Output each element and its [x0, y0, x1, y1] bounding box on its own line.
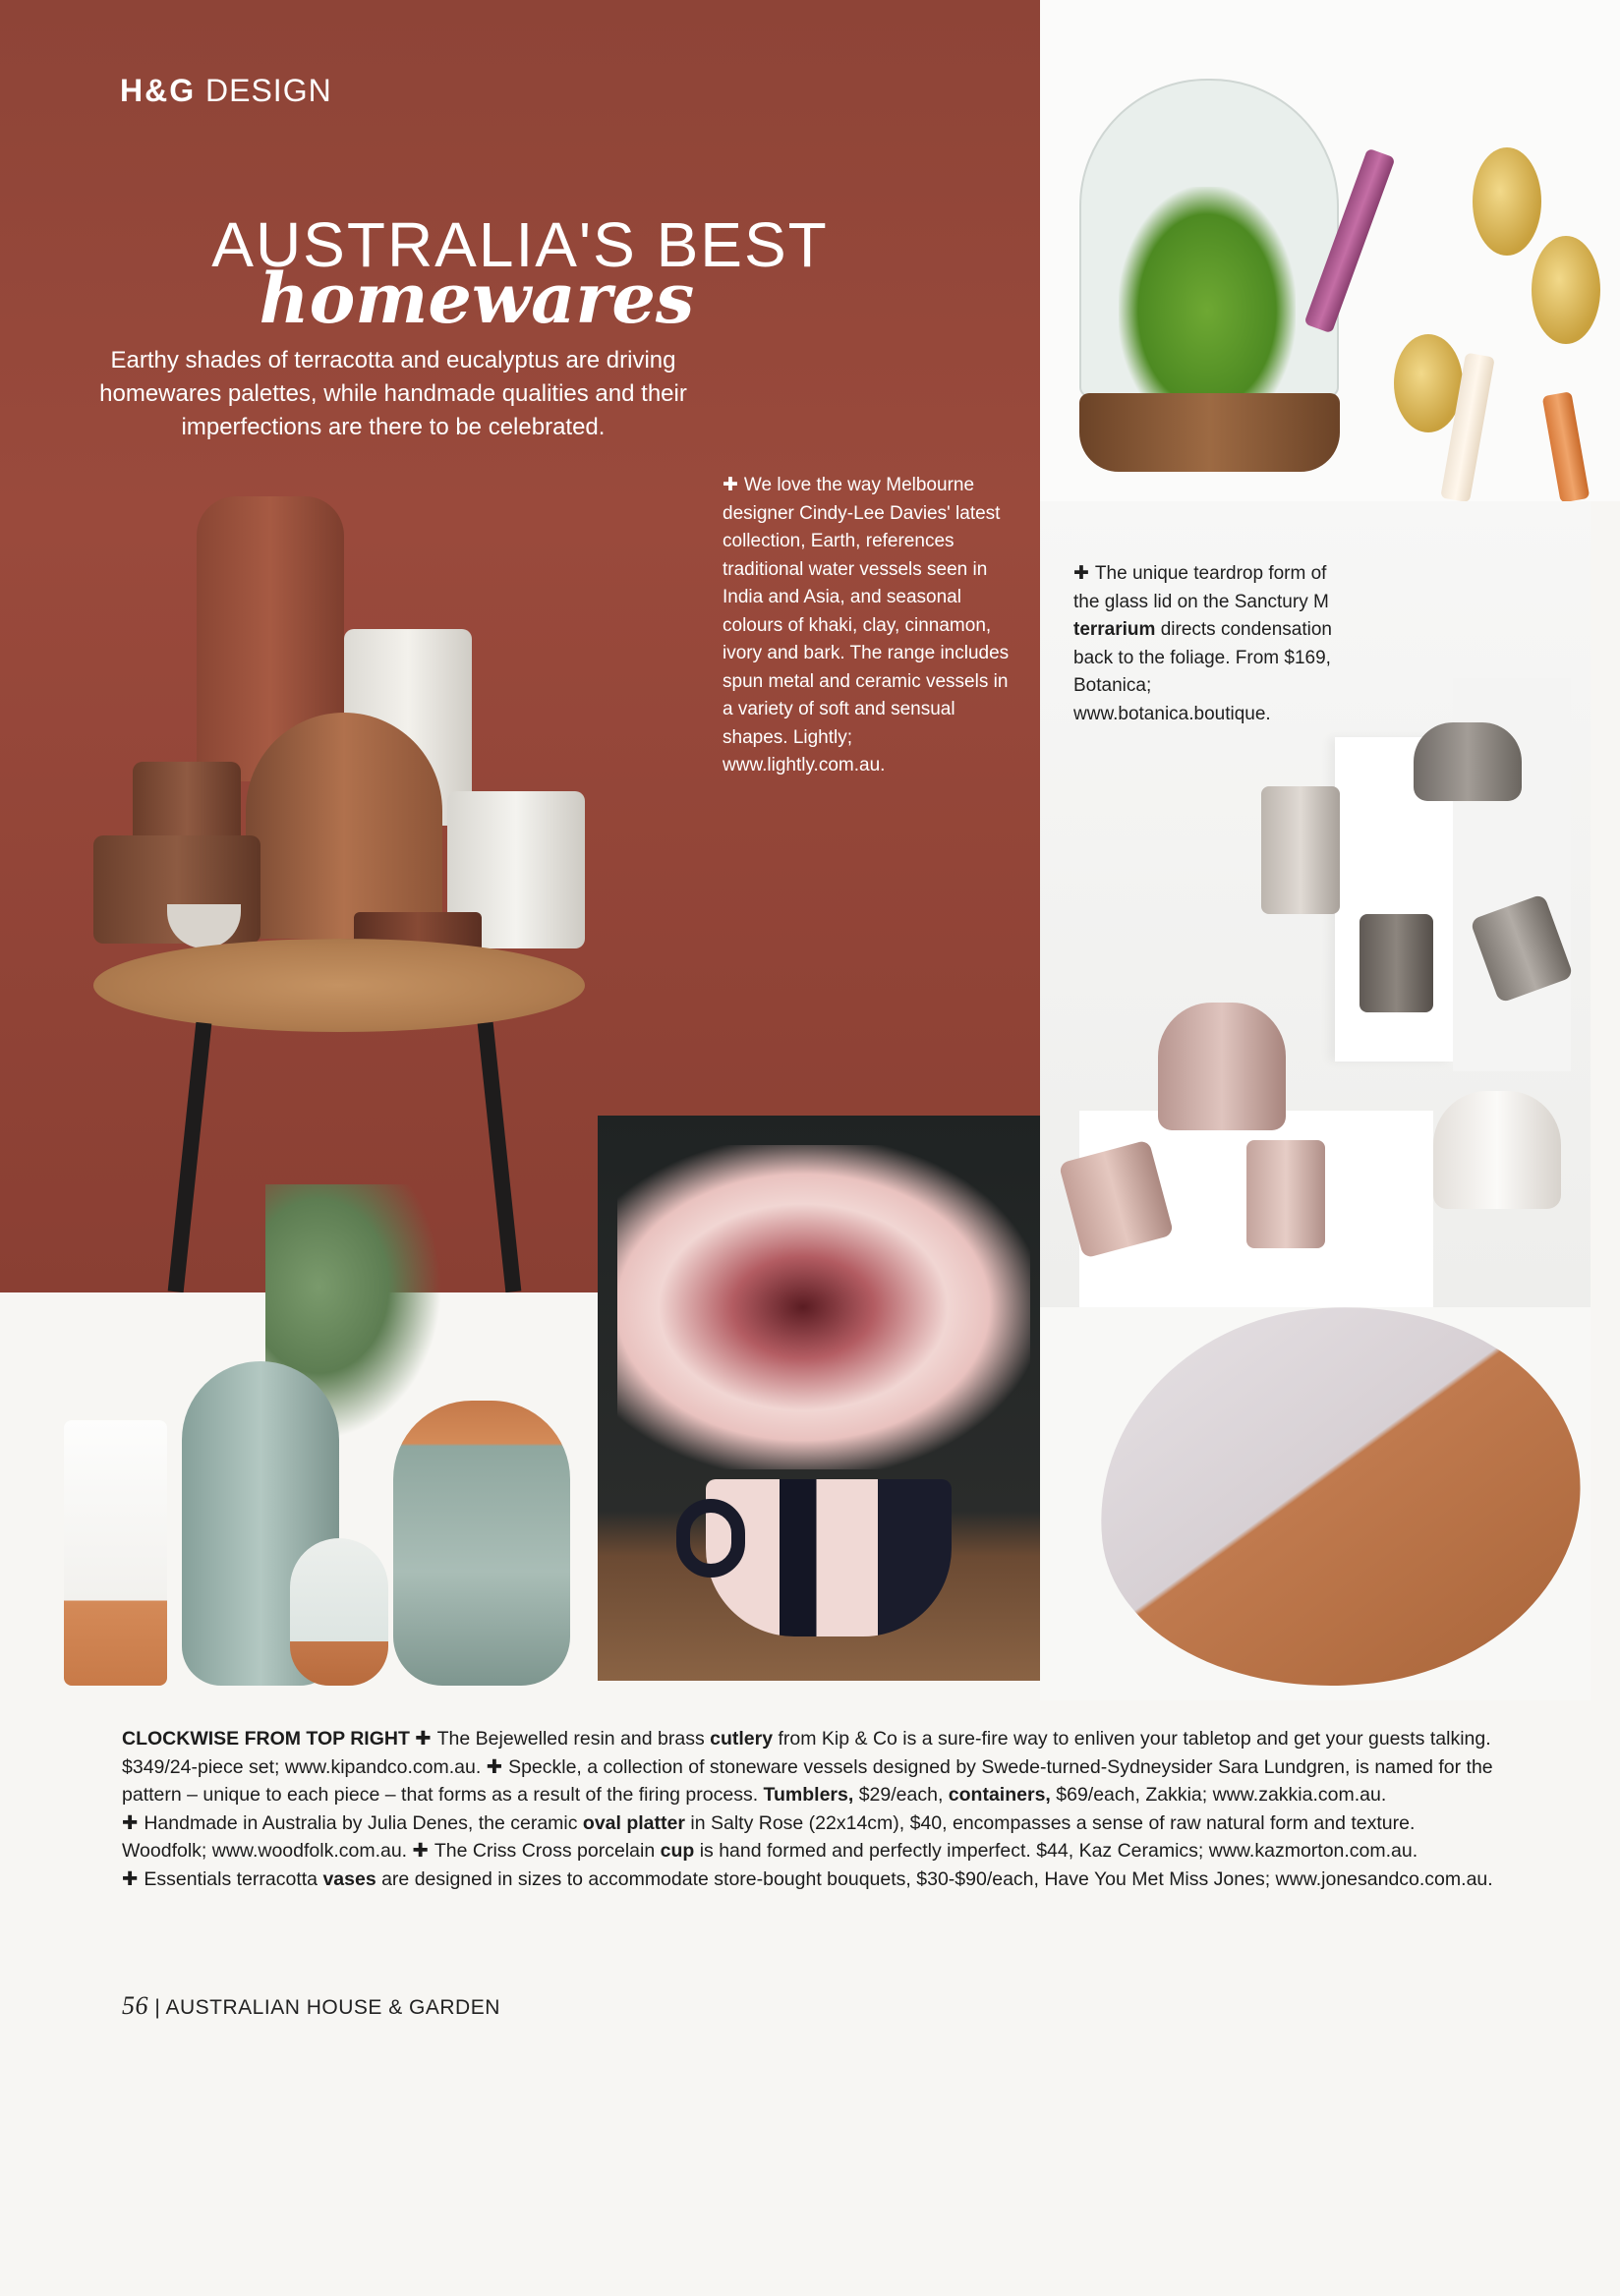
stool-leg-right [478, 1022, 522, 1292]
cross-icon: ✚ [122, 1867, 139, 1890]
headline-line2: homewares [259, 258, 695, 339]
peony-flower [617, 1145, 1030, 1469]
cross-icon: ✚ [1073, 563, 1089, 584]
cup-handle [676, 1499, 745, 1578]
tumbler-dark [1360, 914, 1433, 1012]
small-white-vase [290, 1538, 388, 1686]
footer-separator: | [154, 1996, 161, 2019]
caption-p5-bold: vases [322, 1867, 376, 1890]
caption-p4: The Criss Cross porcelain [434, 1840, 661, 1862]
caption-p5: Essentials terracotta [144, 1867, 323, 1890]
tumbler-stack [1261, 786, 1340, 914]
caption-p2-bold1: Tumblers, [763, 1784, 854, 1806]
criss-cross-cup [706, 1479, 952, 1636]
caption-terrarium [1073, 560, 1354, 728]
caption-p2-bold2: containers, [948, 1784, 1051, 1806]
vessels-photo [79, 491, 590, 1292]
caption-lightly-text: We love the way Melbourne designer Cindy-Lee Davies' latest collection, Earth, references traditional water vessels seen in India and Asia, and seasonal colours of khaki, clay, cinnamon, ivory and bark. The range includes spun metal and ceramic vessels in a variety of soft and sensual shapes. Lightly; www.lightly.com.au. [723, 475, 1010, 775]
page-footer [122, 1991, 500, 2021]
caption-p2-mid: $29/each, [853, 1784, 949, 1806]
cross-icon: ✚ [412, 1840, 429, 1862]
tall-white-vase [64, 1420, 167, 1686]
cross-icon: ✚ [122, 1811, 139, 1834]
caption-p1: The Bejewelled resin and brass [436, 1728, 711, 1750]
intro-text: Earthy shades of terracotta and eucalyptus are driving homewares palettes, while handmade qualities and their imperfections are there to be celebrated. [99, 347, 687, 440]
container-top [1414, 722, 1522, 801]
page-number: 56 [122, 1991, 148, 2020]
main-caption [122, 1725, 1498, 1893]
spoon-3 [1394, 334, 1463, 432]
cork-stool-top [93, 939, 585, 1032]
stool-leg-left [168, 1022, 212, 1292]
caption-p3: Handmade in Australia by Julia Denes, the ceramic [144, 1811, 583, 1834]
caption-p3-bold: oval platter [582, 1811, 685, 1834]
caption-p2-end: $69/each, Zakkia; www.zakkia.com.au. [1050, 1784, 1387, 1806]
oval-platter [1080, 1283, 1599, 1709]
section-label-bold: H&G [120, 73, 197, 108]
cross-icon: ✚ [723, 475, 738, 495]
white-container [1433, 1091, 1561, 1209]
caption-lead: CLOCKWISE FROM TOP RIGHT [122, 1728, 410, 1750]
caption-p3-end: in Salty Rose (22x14cm), $40, encompasses a sense of raw natural form and texture. Woodfolk; www.woodfolk.com.au. [122, 1811, 1416, 1862]
cutlery-handle-3 [1542, 391, 1591, 503]
section-label-rest: DESIGN [205, 73, 332, 108]
terracotta-rim-vase [393, 1401, 570, 1686]
caption-p4-end: is hand formed and perfectly imperfect. $44, Kaz Ceramics; www.kazmorton.com.au. [694, 1840, 1418, 1862]
section-label [120, 73, 332, 109]
caption-p2: Speckle, a collection of stoneware vessels designed by Swede-turned-Sydneysider Sara Lundgren, is named for the pattern – unique to each piece – that forms as a result of the firing process. [122, 1755, 1493, 1806]
peony-cup-photo [598, 1116, 1040, 1681]
caption-p1-end: from Kip & Co is a sure-fire way to enliven your tabletop and get your guests talking. $349/24-piece set; www.kipandco.com.au. [122, 1728, 1491, 1778]
pink-container [1158, 1003, 1286, 1130]
spoon-2 [1532, 236, 1600, 344]
terrarium-photo [1040, 0, 1620, 501]
caption-lightly [723, 472, 1017, 780]
vases-photo [0, 1292, 598, 1705]
publication-name: AUSTRALIAN HOUSE & GARDEN [165, 1996, 500, 2019]
cross-icon: ✚ [486, 1755, 503, 1778]
caption-terrarium-text: The unique teardrop form of the glass lid on the Sanctury M [1073, 563, 1329, 612]
caption-terrarium-text-end: directs condensation back to the foliage. From $169, Botanica; www.botanica.boutique. [1073, 619, 1332, 724]
cross-icon: ✚ [415, 1728, 432, 1750]
headline-line1: AUSTRALIA'S BEST [211, 209, 829, 280]
spoon-1 [1473, 147, 1541, 256]
caption-p5-end: are designed in sizes to accommodate store-bought bouquets, $30-$90/each, Have You Met Miss Jones; www.jonesandco.com.au. [376, 1867, 1493, 1890]
cork-vessel [246, 713, 442, 939]
caption-p4-bold: cup [660, 1840, 695, 1862]
caption-p1-bold: cutlery [710, 1728, 774, 1750]
terrarium-plant [1119, 187, 1296, 393]
platter-photo [1040, 1307, 1591, 1700]
terrarium-base [1079, 393, 1340, 472]
pink-tumbler [1246, 1140, 1325, 1248]
caption-terrarium-bold: terrarium [1073, 619, 1156, 640]
